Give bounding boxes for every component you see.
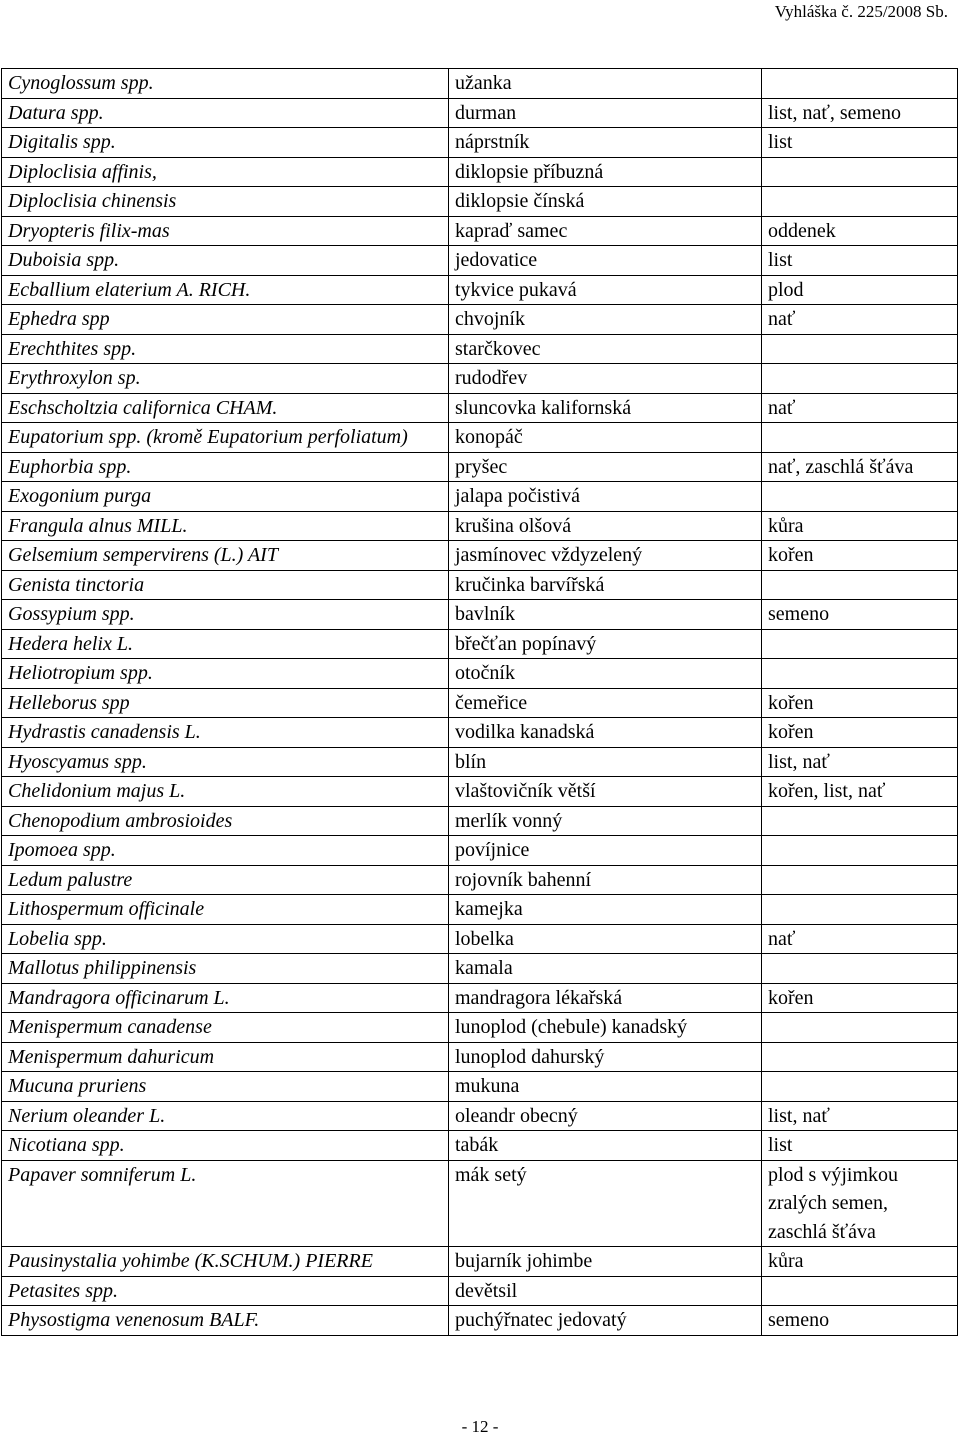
table-row <box>2 1072 958 1102</box>
plant-part-cell: list, nať, semeno <box>762 98 958 128</box>
plant-part-cell <box>762 187 958 217</box>
plant-part-cell: list, nať <box>762 1101 958 1131</box>
table-row <box>2 1101 958 1131</box>
czech-name-cell: lobelka <box>449 924 762 954</box>
plant-part-cell: plod s výjimkou zralých semen, zaschlá šťáva <box>762 1160 958 1247</box>
plant-part-cell: kořen <box>762 541 958 571</box>
table-row <box>2 1131 958 1161</box>
plant-part-cell <box>762 806 958 836</box>
plant-part-cell <box>762 865 958 895</box>
table-row <box>2 895 958 925</box>
plant-part-cell <box>762 334 958 364</box>
latin-name-cell: Helleborus spp <box>2 688 449 718</box>
table-row <box>2 393 958 423</box>
latin-name-cell: Gossypium spp. <box>2 600 449 630</box>
plant-part-cell: oddenek <box>762 216 958 246</box>
latin-name-cell: Petasites spp. <box>2 1276 449 1306</box>
plant-part-cell <box>762 659 958 689</box>
plant-part-cell <box>762 895 958 925</box>
plant-part-cell: semeno <box>762 1306 958 1336</box>
czech-name-cell: sluncovka kalifornská <box>449 393 762 423</box>
table-row <box>2 718 958 748</box>
plant-part-cell <box>762 482 958 512</box>
czech-name-cell: jedovatice <box>449 246 762 276</box>
table-row <box>2 983 958 1013</box>
latin-name-cell: Diploclisia chinensis <box>2 187 449 217</box>
plant-part-cell <box>762 1013 958 1043</box>
latin-name-cell: Genista tinctoria <box>2 570 449 600</box>
czech-name-cell: mák setý <box>449 1160 762 1247</box>
table-row <box>2 954 958 984</box>
table-row <box>2 1160 958 1247</box>
latin-name-cell: Erechthites spp. <box>2 334 449 364</box>
plant-part-cell <box>762 1072 958 1102</box>
latin-name-cell: Euphorbia spp. <box>2 452 449 482</box>
czech-name-cell: devětsil <box>449 1276 762 1306</box>
page-number: - 12 - <box>461 1417 499 1436</box>
document-header: Vyhláška č. 225/2008 Sb. <box>774 2 948 21</box>
czech-name-cell: mandragora lékařská <box>449 983 762 1013</box>
plant-table <box>1 68 958 1336</box>
table-row <box>2 98 958 128</box>
czech-name-cell: jasmínovec vždyzelený <box>449 541 762 571</box>
table-row <box>2 305 958 335</box>
czech-name-cell: oleandr obecný <box>449 1101 762 1131</box>
table-row <box>2 777 958 807</box>
table-row <box>2 629 958 659</box>
table-row <box>2 128 958 158</box>
czech-name-cell: rojovník bahenní <box>449 865 762 895</box>
czech-name-cell: kručinka barvířská <box>449 570 762 600</box>
latin-name-cell: Chelidonium majus L. <box>2 777 449 807</box>
latin-name-cell: Exogonium purga <box>2 482 449 512</box>
table-row <box>2 1276 958 1306</box>
table-row <box>2 600 958 630</box>
czech-name-cell: lunoplod (chebule) kanadský <box>449 1013 762 1043</box>
plant-part-cell: kořen <box>762 983 958 1013</box>
czech-name-cell: tykvice pukavá <box>449 275 762 305</box>
table-row <box>2 1247 958 1277</box>
table-row <box>2 216 958 246</box>
latin-name-cell: Pausinystalia yohimbe (K.SCHUM.) PIERRE <box>2 1247 449 1277</box>
czech-name-cell: břečťan popínavý <box>449 629 762 659</box>
table-row <box>2 806 958 836</box>
czech-name-cell: starčkovec <box>449 334 762 364</box>
latin-name-cell: Lobelia spp. <box>2 924 449 954</box>
latin-name-cell: Ipomoea spp. <box>2 836 449 866</box>
latin-name-cell: Mucuna pruriens <box>2 1072 449 1102</box>
czech-name-cell: jalapa počistivá <box>449 482 762 512</box>
plant-part-cell <box>762 570 958 600</box>
latin-name-cell: Papaver somniferum L. <box>2 1160 449 1247</box>
latin-name-cell: Menispermum canadense <box>2 1013 449 1043</box>
czech-name-cell: krušina olšová <box>449 511 762 541</box>
plant-part-cell: list <box>762 1131 958 1161</box>
latin-name-cell: Datura spp. <box>2 98 449 128</box>
latin-name-cell: Diploclisia affinis, <box>2 157 449 187</box>
table-row <box>2 187 958 217</box>
latin-name-cell: Hydrastis canadensis L. <box>2 718 449 748</box>
plant-part-cell: nať <box>762 305 958 335</box>
plant-part-cell <box>762 157 958 187</box>
czech-name-cell: bujarník johimbe <box>449 1247 762 1277</box>
plant-part-cell: kůra <box>762 1247 958 1277</box>
table-row <box>2 865 958 895</box>
czech-name-cell: bavlník <box>449 600 762 630</box>
latin-name-cell: Nicotiana spp. <box>2 1131 449 1161</box>
table-row <box>2 836 958 866</box>
plant-part-cell: nať <box>762 393 958 423</box>
latin-name-cell: Erythroxylon sp. <box>2 364 449 394</box>
czech-name-cell: vodilka kanadská <box>449 718 762 748</box>
czech-name-cell: puchýřnatec jedovatý <box>449 1306 762 1336</box>
plant-part-cell: kořen <box>762 718 958 748</box>
latin-name-cell: Frangula alnus MILL. <box>2 511 449 541</box>
table-row <box>2 275 958 305</box>
latin-name-cell: Physostigma venenosum BALF. <box>2 1306 449 1336</box>
latin-name-cell: Ephedra spp <box>2 305 449 335</box>
czech-name-cell: mukuna <box>449 1072 762 1102</box>
czech-name-cell: povíjnice <box>449 836 762 866</box>
czech-name-cell: blín <box>449 747 762 777</box>
plant-part-cell: list <box>762 128 958 158</box>
latin-name-cell: Digitalis spp. <box>2 128 449 158</box>
czech-name-cell: merlík vonný <box>449 806 762 836</box>
plant-part-cell: list, nať <box>762 747 958 777</box>
czech-name-cell: čemeřice <box>449 688 762 718</box>
czech-name-cell: durman <box>449 98 762 128</box>
plant-part-cell: plod <box>762 275 958 305</box>
table-row <box>2 157 958 187</box>
latin-name-cell: Ledum palustre <box>2 865 449 895</box>
latin-name-cell: Chenopodium ambrosioides <box>2 806 449 836</box>
table-row <box>2 747 958 777</box>
plant-part-cell: kůra <box>762 511 958 541</box>
czech-name-cell: tabák <box>449 1131 762 1161</box>
plant-part-cell: kořen <box>762 688 958 718</box>
czech-name-cell: vlaštovičník větší <box>449 777 762 807</box>
table-row <box>2 924 958 954</box>
plant-part-cell: nať <box>762 924 958 954</box>
plant-part-cell <box>762 836 958 866</box>
plant-part-cell: list <box>762 246 958 276</box>
latin-name-cell: Menispermum dahuricum <box>2 1042 449 1072</box>
czech-name-cell: otočník <box>449 659 762 689</box>
table-row <box>2 334 958 364</box>
plant-table-body <box>2 69 958 1336</box>
table-row <box>2 688 958 718</box>
czech-name-cell: chvojník <box>449 305 762 335</box>
table-row <box>2 423 958 453</box>
czech-name-cell: náprstník <box>449 128 762 158</box>
latin-name-cell: Gelsemium sempervirens (L.) AIT <box>2 541 449 571</box>
latin-name-cell: Mallotus philippinensis <box>2 954 449 984</box>
latin-name-cell: Hyoscyamus spp. <box>2 747 449 777</box>
czech-name-cell: rudodřev <box>449 364 762 394</box>
table-row <box>2 69 958 99</box>
czech-name-cell: lunoplod dahurský <box>449 1042 762 1072</box>
czech-name-cell: diklopsie příbuzná <box>449 157 762 187</box>
plant-part-cell: nať, zaschlá šťáva <box>762 452 958 482</box>
latin-name-cell: Hedera helix L. <box>2 629 449 659</box>
czech-name-cell: kapraď samec <box>449 216 762 246</box>
latin-name-cell: Duboisia spp. <box>2 246 449 276</box>
latin-name-cell: Cynoglossum spp. <box>2 69 449 99</box>
plant-part-cell <box>762 364 958 394</box>
plant-part-cell <box>762 423 958 453</box>
czech-name-cell: diklopsie čínská <box>449 187 762 217</box>
plant-part-cell: kořen, list, nať <box>762 777 958 807</box>
table-row <box>2 1042 958 1072</box>
czech-name-cell: kamala <box>449 954 762 984</box>
table-row <box>2 570 958 600</box>
latin-name-cell: Nerium oleander L. <box>2 1101 449 1131</box>
table-row <box>2 1013 958 1043</box>
latin-name-cell: Dryopteris filix-mas <box>2 216 449 246</box>
latin-name-cell: Lithospermum officinale <box>2 895 449 925</box>
table-row <box>2 246 958 276</box>
czech-name-cell: kamejka <box>449 895 762 925</box>
latin-name-cell: Ecballium elaterium A. RICH. <box>2 275 449 305</box>
czech-name-cell: konopáč <box>449 423 762 453</box>
czech-name-cell: pryšec <box>449 452 762 482</box>
czech-name-cell: užanka <box>449 69 762 99</box>
latin-name-cell: Mandragora officinarum L. <box>2 983 449 1013</box>
plant-part-cell <box>762 69 958 99</box>
table-row <box>2 1306 958 1336</box>
latin-name-cell: Eschscholtzia californica CHAM. <box>2 393 449 423</box>
plant-part-cell <box>762 1276 958 1306</box>
plant-part-cell <box>762 954 958 984</box>
table-row <box>2 452 958 482</box>
plant-part-cell: semeno <box>762 600 958 630</box>
latin-name-cell: Eupatorium spp. (kromě Eupatorium perfoliatum) <box>2 423 449 453</box>
plant-part-cell <box>762 629 958 659</box>
latin-name-cell: Heliotropium spp. <box>2 659 449 689</box>
table-row <box>2 364 958 394</box>
plant-part-cell <box>762 1042 958 1072</box>
table-row <box>2 659 958 689</box>
table-row <box>2 482 958 512</box>
table-row <box>2 511 958 541</box>
table-row <box>2 541 958 571</box>
